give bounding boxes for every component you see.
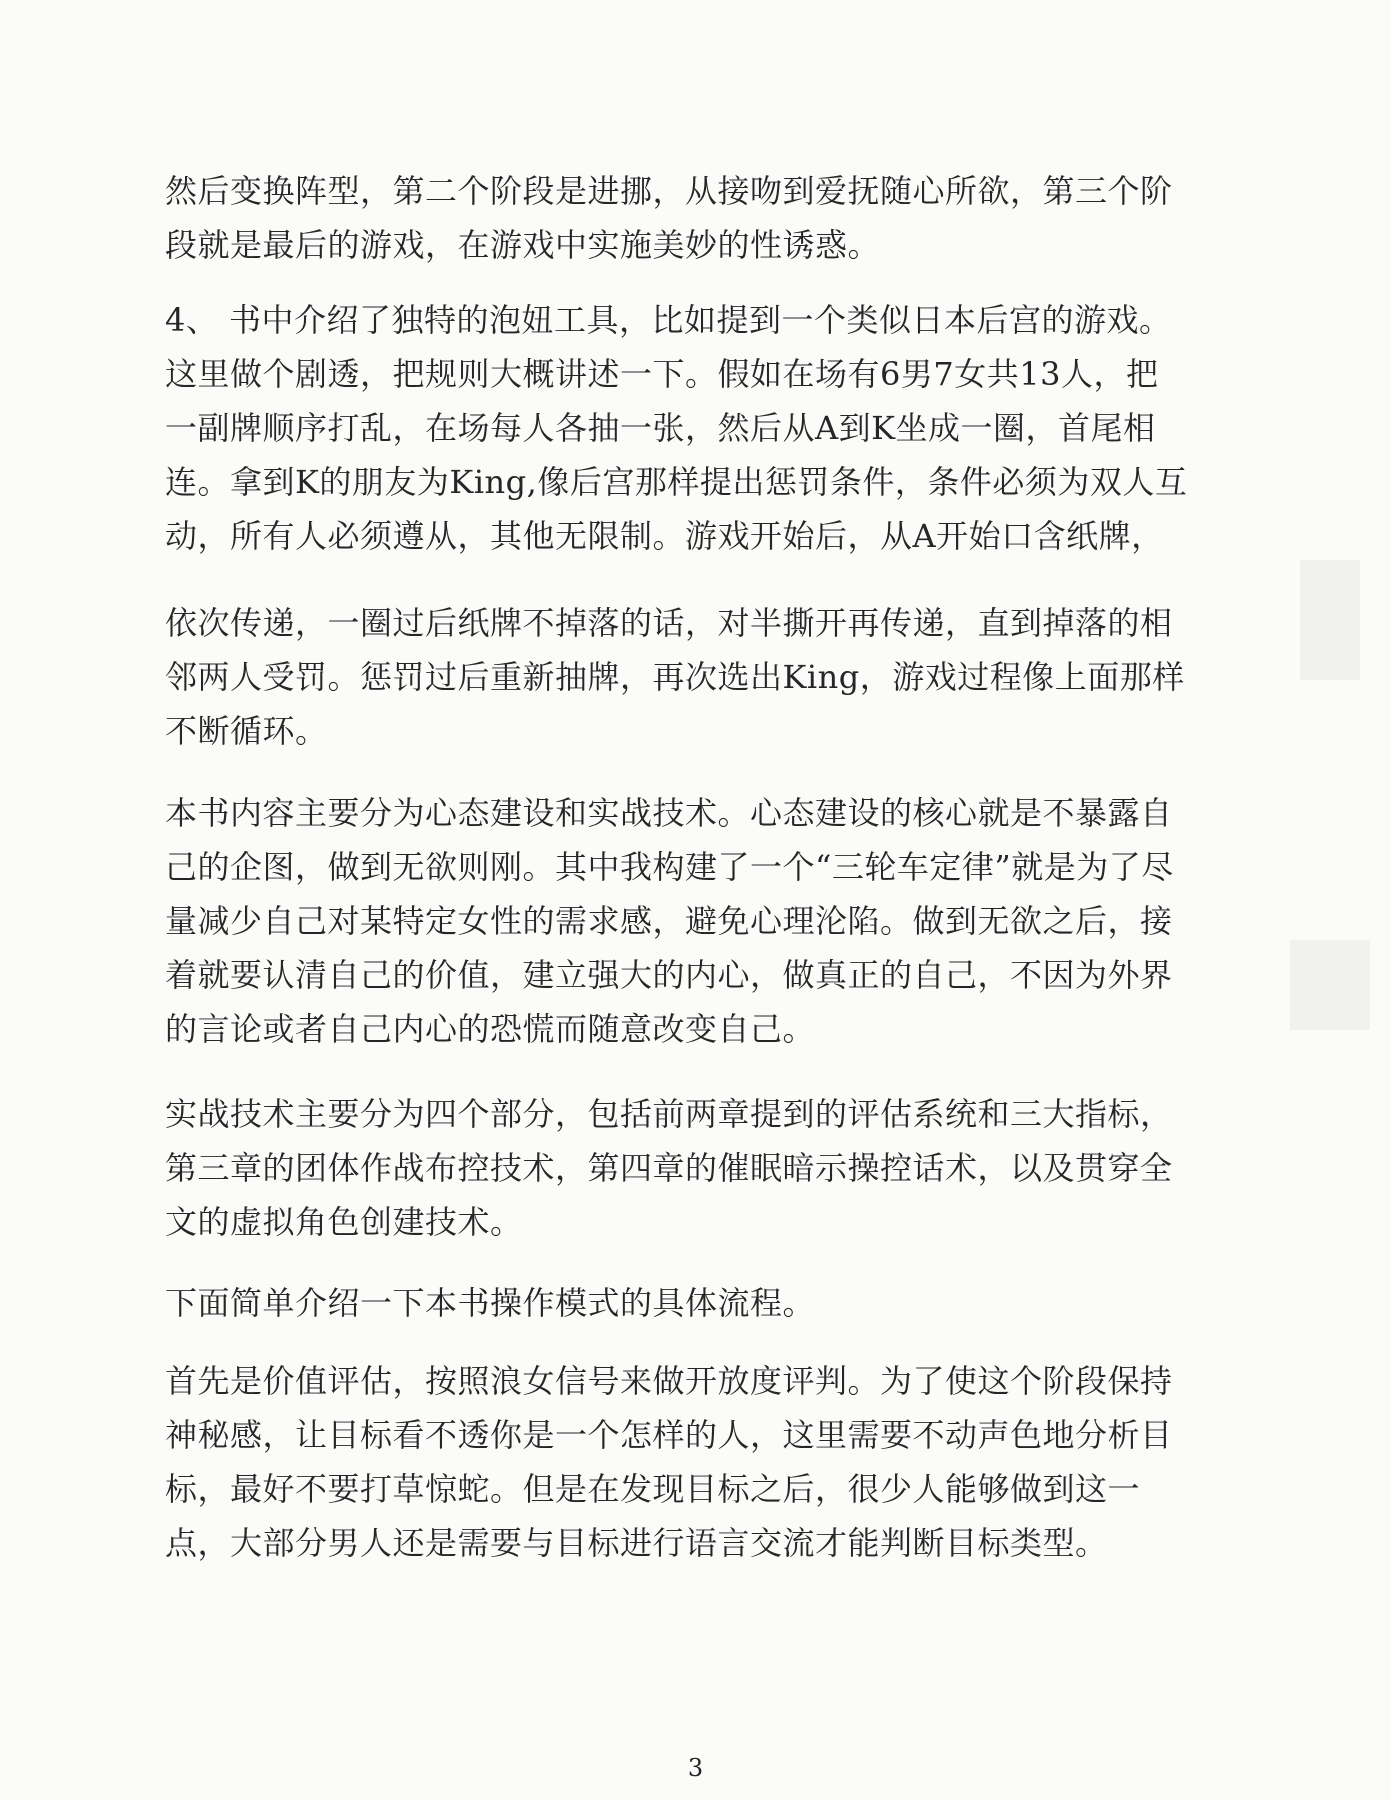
text-line: 实战技术主要分为四个部分，包括前两章提到的评估系统和三大指标， (165, 1095, 1173, 1133)
paragraph-3 (165, 596, 1225, 758)
text-line: 下面简单介绍一下本书操作模式的具体流程。 (165, 1284, 816, 1322)
text-line: 的言论或者自己内心的恐慌而随意改变自己。 (165, 1010, 816, 1048)
text-line: 邻两人受罚。惩罚过后重新抽牌，再次选出King，游戏过程像上面那样 (165, 658, 1185, 696)
paragraph-1 (165, 164, 1225, 272)
scan-blemish (1300, 560, 1360, 680)
text-line: 不断循环。 (165, 712, 328, 750)
text-line: 一副牌顺序打乱，在场每人各抽一张，然后从A到K坐成一圈，首尾相 (165, 409, 1156, 447)
text-line: 然后变换阵型，第二个阶段是进挪，从接吻到爱抚随心所欲，第三个阶 (165, 172, 1173, 210)
text-line: 4、 书中介绍了独特的泡妞工具，比如提到一个类似日本后宫的游戏。 (165, 301, 1172, 339)
text-line: 第三章的团体作战布控技术，第四章的催眠暗示操控话术，以及贯穿全 (165, 1149, 1173, 1187)
page-number: 3 (687, 1754, 704, 1782)
text-line: 段就是最后的游戏，在游戏中实施美妙的性诱惑。 (165, 226, 881, 264)
text-line: 己的企图，做到无欲则刚。其中我构建了一个“三轮车定律”就是为了尽 (165, 848, 1174, 886)
text-line: 连。拿到K的朋友为King,像后宫那样提出惩罚条件，条件必须为双人互 (165, 463, 1188, 501)
paragraph-6 (165, 1276, 1225, 1330)
text-line: 神秘感，让目标看不透你是一个怎样的人，这里需要不动声色地分析目 (165, 1416, 1173, 1454)
text-line: 首先是价值评估，按照浪女信号来做开放度评判。为了使这个阶段保持 (165, 1362, 1173, 1400)
text-line: 本书内容主要分为心态建设和实战技术。心态建设的核心就是不暴露自 (165, 794, 1173, 832)
scan-blemish (1290, 940, 1370, 1030)
text-line: 量减少自己对某特定女性的需求感，避免心理沦陷。做到无欲之后，接 (165, 902, 1173, 940)
paragraph-2 (165, 293, 1225, 563)
text-line: 动，所有人必须遵从，其他无限制。游戏开始后，从A开始口含纸牌， (165, 517, 1164, 555)
paragraph-5 (165, 1087, 1225, 1249)
text-line: 文的虚拟角色创建技术。 (165, 1203, 523, 1241)
text-line: 依次传递，一圈过后纸牌不掉落的话，对半撕开再传递，直到掉落的相 (165, 604, 1173, 642)
text-line: 点，大部分男人还是需要与目标进行语言交流才能判断目标类型。 (165, 1524, 1108, 1562)
text-line: 标，最好不要打草惊蛇。但是在发现目标之后，很少人能够做到这一 (165, 1470, 1141, 1508)
paragraph-4 (165, 786, 1225, 1056)
text-line: 这里做个剧透，把规则大概讲述一下。假如在场有6男7女共13人，把 (165, 355, 1159, 393)
text-line: 着就要认清自己的价值，建立强大的内心，做真正的自己，不因为外界 (165, 956, 1173, 994)
paragraph-7 (165, 1354, 1225, 1570)
